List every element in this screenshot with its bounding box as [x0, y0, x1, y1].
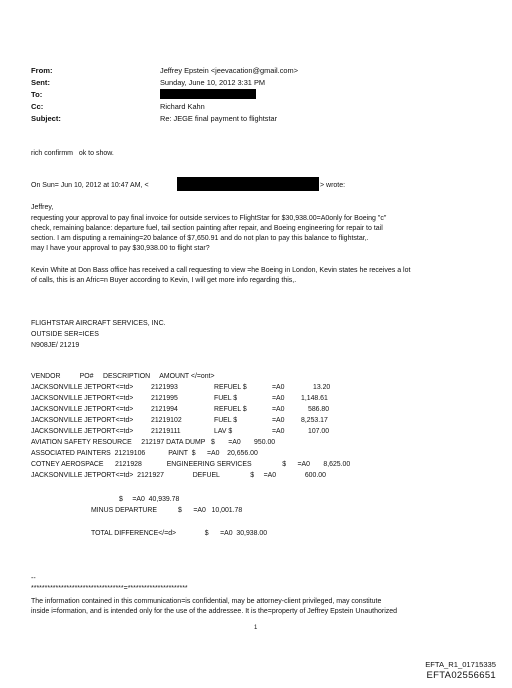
para1-line4: may I have your approval to pay $30,938.00 to flight star?: [31, 245, 210, 252]
table-row-amount: 586.80: [308, 406, 330, 413]
table-row-desc: LAV $: [214, 428, 233, 435]
table-row-desc: FUEL $: [214, 417, 238, 424]
total-difference-row: TOTAL DIFFERENCE</=d> $ =A0 30,938.00: [91, 530, 268, 537]
table-row-vendor: JACKSONVILLE JETPORT<=td>: [31, 384, 134, 391]
table-row-po: 2121994: [151, 406, 178, 413]
table-row-vendor: JACKSONVILLE JETPORT<=td>: [31, 406, 134, 413]
table-row-nbsp: =A0: [272, 384, 285, 391]
cc-value: Richard Kahn: [160, 102, 205, 111]
reply-line: rich confirmm ok to show.: [31, 150, 114, 157]
table-row-desc: FUEL $: [214, 395, 238, 402]
company-dept: OUTSIDE SER=ICES: [31, 331, 99, 338]
to-redaction: [160, 89, 256, 99]
page-number: 1: [254, 625, 258, 631]
table-row-vendor: JACKSONVILLE JETPORT<=td>: [31, 417, 134, 424]
table-row-po: 21219102: [151, 417, 182, 424]
table-row-aviation: AVIATION SAFETY RESOURCE 212197 DATA DUMP $ =A0 950.00: [31, 439, 276, 446]
table-row-amount: 107.00: [308, 428, 330, 435]
salutation: Jeffrey,: [31, 204, 54, 211]
subject-label: Subject:: [31, 114, 61, 123]
email-redaction: [177, 177, 319, 191]
table-row-desc: REFUEL $: [214, 406, 247, 413]
efta-id-1: EFTA_R1_01715335: [425, 660, 496, 669]
cc-label: Cc:: [31, 102, 44, 111]
table-row-nbsp: =A0: [272, 428, 285, 435]
minus-departure-row: MINUS DEPARTURE $ =A0 10,001.78: [91, 507, 243, 514]
para2-line2: of calls, this is an Afric=n Buyer according to Kevin, I will get more info regarding this,.: [31, 277, 297, 284]
sent-value: Sunday, June 10, 2012 3:31 PM: [160, 78, 266, 87]
table-row-nbsp: =A0: [272, 406, 285, 413]
table-row-amount: 1,148.61: [301, 395, 328, 402]
disclaimer-line2: inside i=formation, and is intended only for the use of the addressee. It is the=property of Jeffrey Epstein Unauthorized: [31, 608, 398, 615]
table-row-desc: REFUEL $: [214, 384, 247, 391]
to-label: To:: [31, 90, 43, 99]
table-row-nbsp: =A0: [272, 417, 285, 424]
table-row-vendor: JACKSONVILLE JETPORT<=td>: [31, 428, 134, 435]
efta-id-2: EFTA02556651: [426, 670, 496, 681]
signature-dash: --: [31, 575, 36, 582]
table-row-nbsp: =A0: [272, 395, 285, 402]
table-header: VENDOR PO# DESCRIPTION AMOUNT </=ont>: [31, 373, 215, 380]
disclaimer-line1: The information contained in this communication=is confidential, may be attorney-client privileged, may constitute: [31, 598, 382, 605]
table-row-associated: ASSOCIATED PAINTERS 21219106 PAINT $ =A0 20,656.00: [31, 450, 258, 457]
table-row-po: 21219111: [151, 428, 181, 435]
table-row-vendor: JACKSONVILLE JETPORT<=td>: [31, 395, 134, 402]
quote-suffix: > wrote:: [320, 182, 346, 189]
quote-prefix: On Sun= Jun 10, 2012 at 10:47 AM, <: [31, 182, 149, 189]
company-ref: N908JE/ 21219: [31, 342, 80, 349]
table-row-jacksonville-defuel: JACKSONVILLE JETPORT<=td> 2121927 DEFUEL $ =A0 600.00: [31, 472, 326, 479]
from-label: From:: [31, 66, 53, 75]
company-name: FLIGHTSTAR AIRCRAFT SERVICES, INC.: [31, 320, 166, 327]
table-row-po: 2121995: [151, 395, 178, 402]
table-row-amount: 13.20: [313, 384, 331, 391]
table-row-cotney: COTNEY AEROSPACE 2121928 ENGINEERING SERVICES $ =A0 8,625.00: [31, 461, 351, 468]
from-value: Jeffrey Epstein <jeevacation@gmail.com>: [160, 66, 299, 75]
stars-separator: **********************************=**********************: [31, 585, 188, 592]
table-row-po: 2121993: [151, 384, 178, 391]
para1-line1: requesting your approval to pay final invoice for outside services to FlightStar for $30,938.00=A0only for Boeing "c": [31, 215, 387, 222]
subject-value: Re: JEGE final payment to flightstar: [160, 114, 278, 123]
para2-line1: Kevin White at Don Bass office has received a call requesting to view =he Boeing in London, Kevin states he receives a lot: [31, 267, 411, 274]
para1-line2: check, remaining balance: departure fuel, tail section painting after repair, and Boeing engineering for repair to tail: [31, 225, 383, 232]
para1-line3: section. I am disputing a remaining=20 balance of $7,650.91 and do not plan to pay this balance to flightstar,.: [31, 235, 369, 242]
sent-label: Sent:: [31, 78, 50, 87]
subtotal-row: $ =A0 40,939.78: [119, 496, 180, 503]
table-row-amount: 8,253.17: [301, 417, 328, 424]
